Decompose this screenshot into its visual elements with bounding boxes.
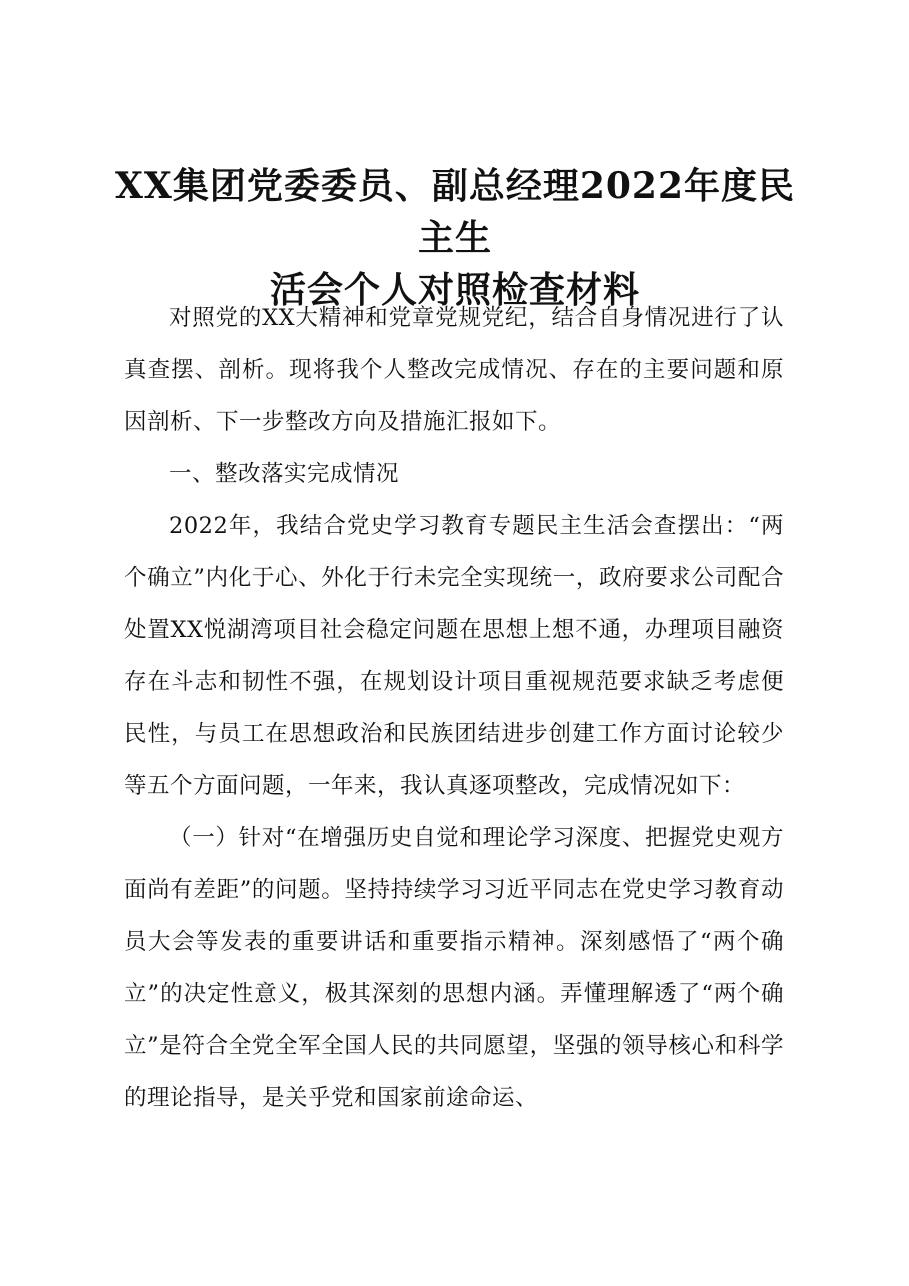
paragraph-rectification-summary: 2022年，我结合党史学习教育专题民主生活会查摆出：“两个确立”内化于心、外化于行未完全实现统一，政府要求公司配合处置XX悦湖湾项目社会稳定问题在思想上想不通，办理项目融资存在斗志和韧性不强，在规划设计项目重视规范要求缺乏考虑便民性，与员工在思想政治和民族团结进步创建工作方面讨论较少等五个方面问题，一年来，我认真逐项整改，完成情况如下： bbox=[124, 513, 784, 799]
title-line-2: 活会个人对照检查材料 bbox=[269, 269, 640, 311]
title-line-1: XX集团党委委员、副总经理2022年度民主生 bbox=[114, 165, 796, 259]
section-heading: 一、整改落实完成情况 bbox=[169, 461, 400, 487]
paragraph-item-1: （一）针对“在增强历史自觉和理论学习深度、把握党史观方面尚有差距”的问题。坚持持续学习习近平同志在党史学习教育动员大会等发表的重要讲话和重要指示精神。深刻感悟了“两个确立”的决定性意义，极其深刻的思想内涵。弄懂理解透了“两个确立”是符合全党全军全国人民的共同愿望，坚强的领导核心和科学的理论指导，是关乎党和国家前途命运、 bbox=[124, 825, 784, 1111]
paragraph-intro: 对照党的XX大精神和党章党规党纪，结合自身情况进行了认真查摆、剖析。现将我个人整改完成情况、存在的主要问题和原因剖析、下一步整改方向及措施汇报如下。 bbox=[124, 305, 784, 435]
document-body bbox=[124, 292, 784, 1124]
